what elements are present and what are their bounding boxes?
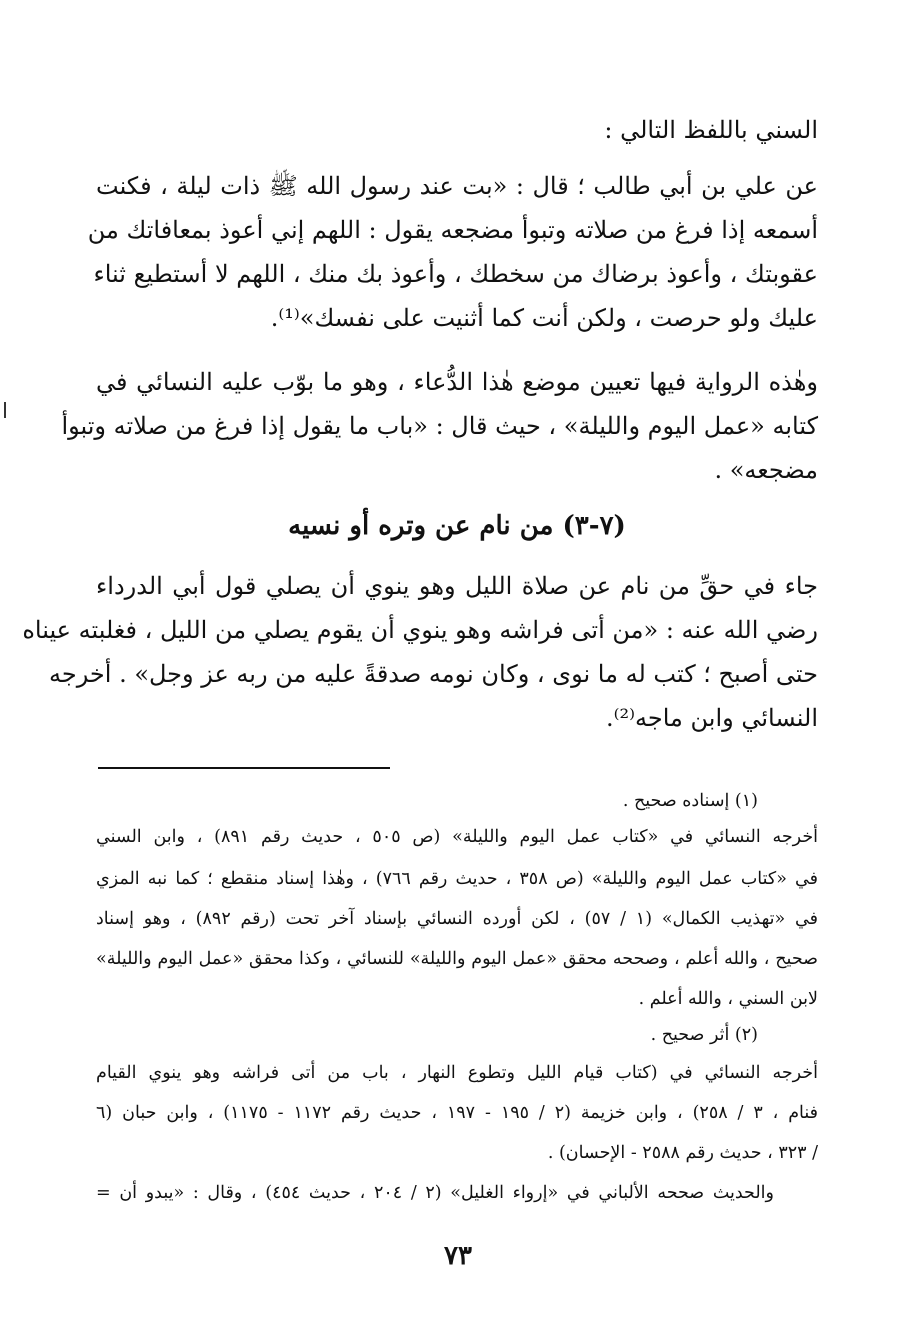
footnote-1-heading: (١) إسناده صحيح . bbox=[622, 791, 758, 811]
footnote-separator bbox=[98, 767, 390, 769]
margin-mark bbox=[4, 402, 6, 418]
footnote-2-line: فنام ، ٣ / ٢٥٨) ، وابن خزيمة (٢ / ١٩٥ - ١٩٧ ، حديث رقم ١١٧٢ - ١١٧٥) ، وابن حبان (٦ bbox=[96, 1103, 819, 1123]
page-number: ٧٣ bbox=[444, 1241, 472, 1271]
paragraph-2-line: كتابه «عمل اليوم والليلة» ، حيث قال : «باب ما يقول إذا فرغ من صلاته وتبوأ bbox=[61, 412, 818, 440]
footnote-1-line: في «تهذيب الكمال» (١ / ٥٧) ، لكن أورده النسائي بإسناد آخر تحت (رقم ٨٩٢) ، وهو إسناد bbox=[96, 909, 818, 929]
paragraph-3-line: رضي الله عنه : «من أتى فراشه وهو ينوي أن يقوم يصلي من الليل ، فغلبته عيناه bbox=[22, 616, 818, 644]
paragraph-1-line: عن علي بن أبي طالب ؛ قال : «بت عند رسول الله ﷺ ذات ليلة ، فكنت bbox=[96, 172, 818, 200]
footnote-2-line: أخرجه النسائي في (كتاب قيام الليل وتطوع النهار ، باب من أتى فراشه وهو ينوي القيام bbox=[96, 1063, 818, 1083]
paragraph-3-line: جاء في حقِّ من نام عن صلاة الليل وهو ينوي أن يصلي قول أبي الدرداء bbox=[96, 572, 818, 600]
footnote-1-line: صحيح ، والله أعلم ، وصححه محقق «عمل اليوم والليلة» للنسائي ، وكذا محقق «عمل اليوم والليلة» bbox=[96, 949, 818, 969]
paragraph-2-line: وهٰذه الرواية فيها تعيين موضع هٰذا الدُّعاء ، وهو ما بوّب عليه النسائي في bbox=[96, 368, 818, 396]
intro-line: السني باللفظ التالي : bbox=[604, 116, 818, 144]
footnote-1-line: لابن السني ، والله أعلم . bbox=[638, 989, 818, 1009]
paragraph-1-line: أسمعه إذا فرغ من صلاته وتبوأ مضجعه يقول : اللهم إني أعوذ بمعافاتك من bbox=[87, 216, 818, 244]
footnote-2-heading: (٢) أثر صحيح . bbox=[650, 1025, 758, 1045]
paragraph-2-line: مضجعه» . bbox=[714, 456, 818, 484]
footnote-2-line: والحديث صححه الألباني في «إرواء الغليل» (٢ / ٢٠٤ ، حديث ٤٥٤) ، وقال : «يبدو أن = bbox=[96, 1183, 774, 1203]
paragraph-3-line: النسائي وابن ماجه⁽²⁾. bbox=[605, 704, 818, 732]
paragraph-3-line: حتى أصبح ؛ كتب له ما نوى ، وكان نومه صدقةً عليه من ربه عز وجل» . أخرجه bbox=[48, 660, 818, 688]
paragraph-1-line: عقوبتك ، وأعوذ برضاك من سخطك ، وأعوذ بك منك ، اللهم لا أستطيع ثناء bbox=[93, 260, 818, 288]
paragraph-1-line: عليك ولو حرصت ، ولكن أنت كما أثنيت على نفسك»⁽¹⁾. bbox=[270, 304, 818, 332]
footnote-2-line: / ٣٢٣ ، حديث رقم ٢٥٨٨ - الإحسان) . bbox=[547, 1143, 818, 1163]
section-heading: (٧-٣) من نام عن وتره أو نسيه bbox=[288, 511, 626, 541]
footnote-1-line: أخرجه النسائي في «كتاب عمل اليوم والليلة» (ص ٥٠٥ ، حديث رقم ٨٩١) ، وابن السني bbox=[96, 827, 819, 847]
footnote-1-line: في «كتاب عمل اليوم والليلة» (ص ٣٥٨ ، حديث رقم ٧٦٦) ، وهٰذا إسناد منقطع ؛ كما نبه المزي bbox=[96, 869, 818, 889]
